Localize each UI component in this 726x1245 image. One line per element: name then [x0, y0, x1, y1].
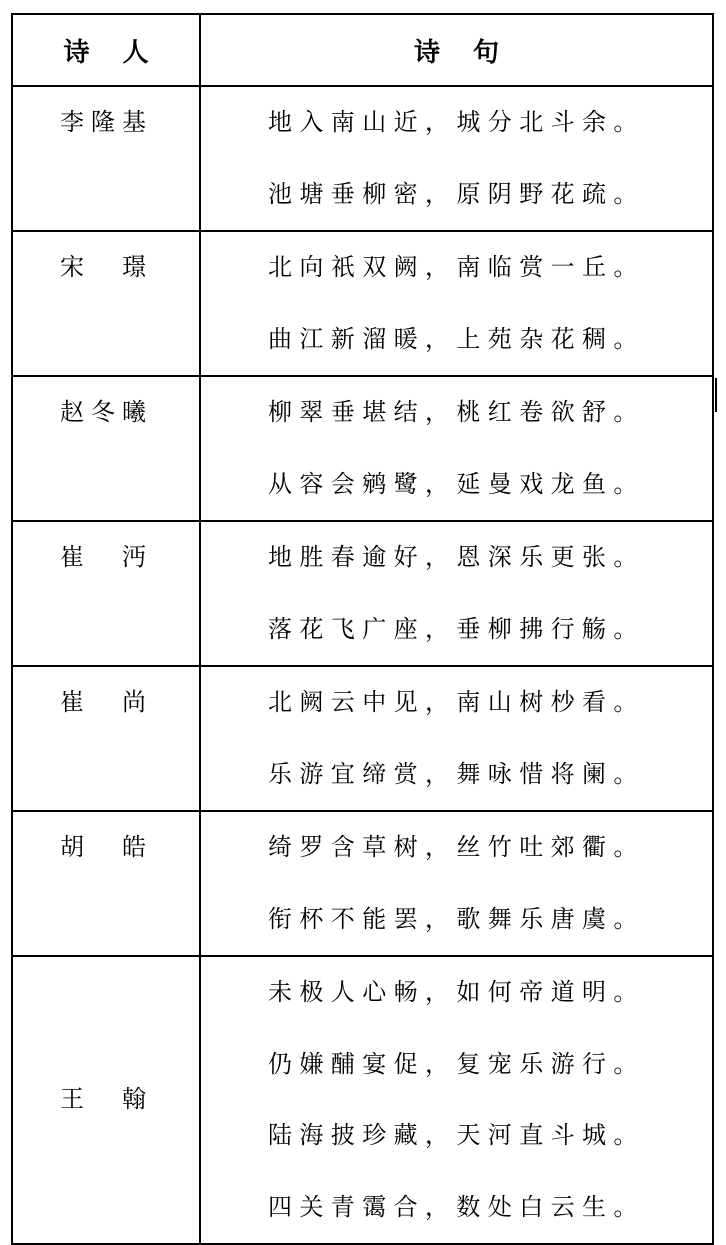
poet-cell	[12, 956, 200, 1244]
poet-cell	[12, 376, 200, 521]
poet-name: 赵冬曦	[60, 398, 153, 426]
verse-cell	[200, 231, 713, 376]
table-row	[12, 86, 713, 231]
poet-name: 李隆基	[60, 108, 153, 136]
verse-line: 曲江新溜暖，上苑杂花稠。	[268, 324, 645, 353]
verse-cell	[200, 956, 713, 1244]
verse-line: 乐游宜缔赏，舞咏惜将阑。	[268, 759, 645, 788]
poet-cell	[12, 86, 200, 231]
verse-line: 绮罗含草树，丝竹吐郊衢。	[268, 833, 645, 861]
verse-line: 仍嫌酺宴促，复宠乐游行。	[268, 1049, 645, 1078]
header-row	[12, 14, 713, 86]
verse-line: 衔杯不能罢，歌舞乐唐虞。	[268, 904, 645, 933]
poet-name: 崔 沔	[60, 543, 153, 571]
table-row	[12, 376, 713, 521]
vertical-mark-divider	[715, 378, 717, 412]
table-row	[12, 231, 713, 376]
verse-line: 池塘垂柳密，原阴野花疏。	[268, 179, 645, 208]
verse-cell	[200, 521, 713, 666]
poet-name: 宋 璟	[60, 253, 153, 281]
verse-line: 柳翠垂堪结，桃红卷欲舒。	[268, 398, 645, 426]
verse-cell	[200, 666, 713, 811]
verse-line: 地入南山近，城分北斗余。	[268, 108, 645, 136]
poet-name: 王 翰	[60, 1085, 153, 1114]
verse-line: 未极人心畅，如何帝道明。	[268, 978, 645, 1006]
verse-line: 从容会鹓鹭，延曼戏龙鱼。	[268, 469, 645, 498]
verse-line: 陆海披珍藏，天河直斗城。	[268, 1121, 645, 1149]
header-poet: 诗 人	[12, 14, 200, 86]
verse-line: 落花飞广座，垂柳拂行觞。	[268, 614, 645, 643]
verse-line: 北向祇双阙，南临赏一丘。	[268, 253, 645, 281]
header-verse: 诗 句	[200, 14, 713, 86]
poet-cell	[12, 811, 200, 956]
table-row	[12, 666, 713, 811]
table-row	[12, 956, 713, 1244]
poet-cell	[12, 521, 200, 666]
verse-line: 四关青霭合，数处白云生。	[268, 1192, 645, 1221]
verse-line: 北阙云中见，南山树杪看。	[268, 688, 645, 716]
poet-cell	[12, 666, 200, 811]
poem-table	[11, 13, 714, 1245]
poet-name: 胡 皓	[60, 833, 153, 861]
poet-cell	[12, 231, 200, 376]
verse-cell	[200, 376, 713, 521]
verse-line: 地胜春逾好，恩深乐更张。	[268, 543, 645, 571]
poet-name: 崔 尚	[60, 688, 153, 716]
verse-cell	[200, 86, 713, 231]
table-row	[12, 811, 713, 956]
verse-cell	[200, 811, 713, 956]
table-row	[12, 521, 713, 666]
